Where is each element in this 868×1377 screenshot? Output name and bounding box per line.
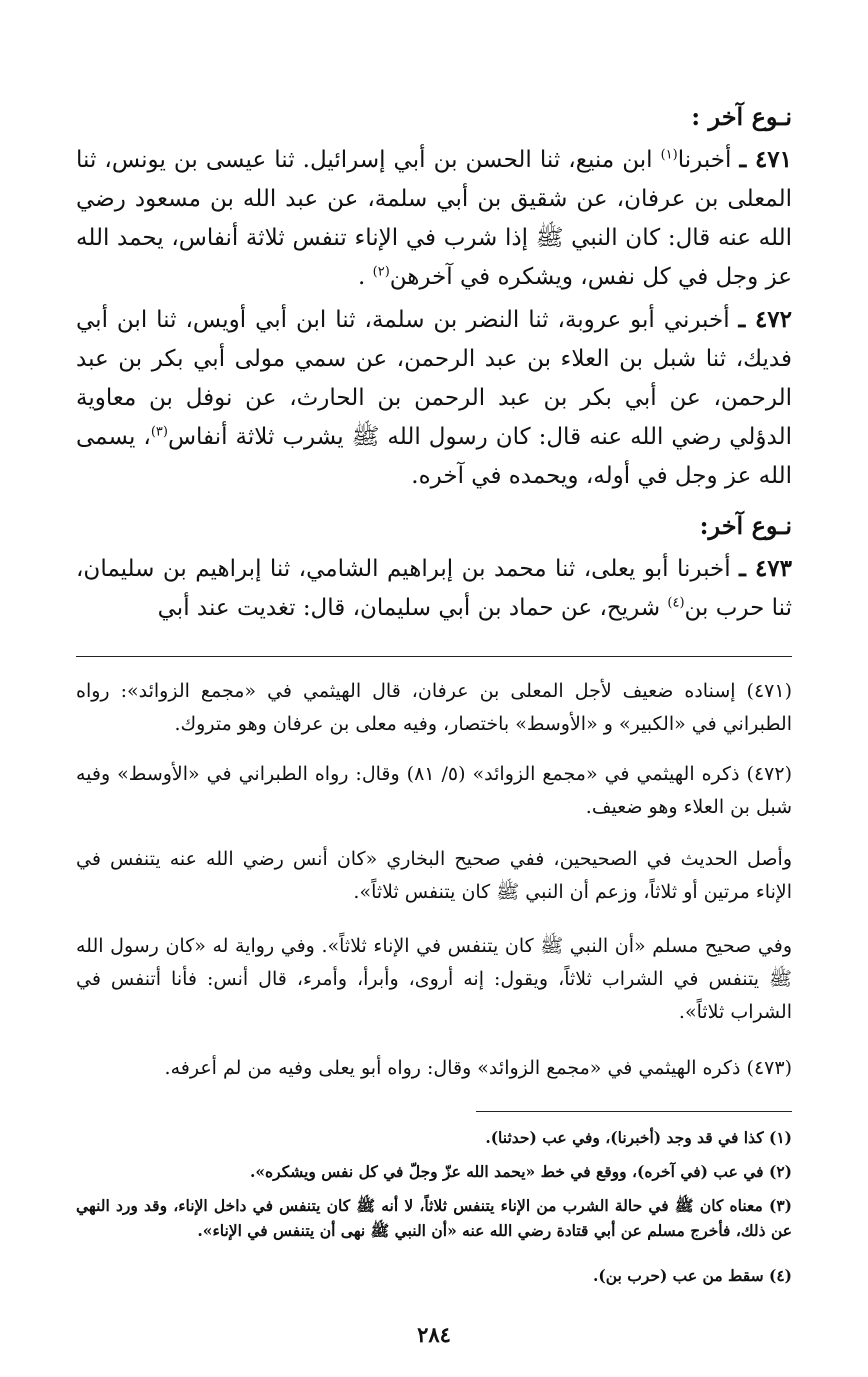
hadith-473-text-a: أخبرنا أبو يعلى، ثنا محمد بن إبراهيم الشامي، ثنا إبراهيم بن سليمان، ثنا حرب بن	[76, 556, 792, 621]
footnote-4: (٤) سقط من عب (حرب بن).	[592, 1266, 792, 1285]
hadith-472	[76, 300, 792, 496]
footnote-2: (٢) في عب (في آخره)، ووقع في خط «يحمد الله عزّ وجلّ في كل نفس ويشكره».	[249, 1162, 792, 1181]
hadith-number-472: ٤٧٢ ـ	[738, 306, 792, 333]
footnote-ref-1: (١)	[660, 147, 678, 163]
page-number: ٢٨٤	[417, 1322, 451, 1347]
footnote-1: (١) كذا في قد وجد (أخبرنا)، وفي عب (حدثنا).	[485, 1128, 792, 1147]
commentary-472-p2: وأصل الحديث في الصحيحين، ففي صحيح البخاري «كان أنس رضي الله عنه يتنفس في الإناء مرتين أو ثلاثاً، وزعم أن النبي ﷺ كان يتنفس ثلاثاً».	[76, 848, 793, 903]
commentary-471: (٤٧١) إسناده ضعيف لأجل المعلى بن عرفان، قال الهيثمي في «مجمع الزوائد»: رواه الطبراني في «الكبير» و «الأوسط» باختصار، وفيه معلى بن عرفان وهو متروك.	[76, 680, 792, 735]
footnote-ref-3: (٣)	[150, 424, 168, 440]
hadith-number-471: ٤٧١ ـ	[739, 146, 792, 173]
footnote-ref-2: (٢)	[372, 264, 390, 280]
hadith-number-473: ٤٧٣ ـ	[739, 555, 792, 582]
commentary-472-p3: وفي صحيح مسلم «أن النبي ﷺ كان يتنفس في الإناء ثلاثاً». وفي رواية له «كان رسول الله ﷺ يتنفس في الشراب ثلاثاً، ويقول: إنه أروى، وأبرأ، وأمرء، قال أنس: فأنا أتنفس في الشراب ثلاثاً».	[76, 935, 792, 1023]
section-heading-2: نـوع آخر:	[699, 511, 792, 540]
hadith-471-text-c: .	[358, 264, 366, 290]
hadith-473-text-b: شريح، عن حماد بن أبي سليمان، قال: تغديت عند أبي	[157, 595, 661, 621]
footnote-3: (٣) معناه كان ﷺ في حالة الشرب من الإناء يتنفس ثلاثاً، لا أنه ﷺ كان يتنفس في داخل الإناء، وقد ورد النهي عن ذلك، فأخرج مسلم عن أبي قتادة رضي الله عنه «أن النبي ﷺ نهى أن يتنفس في الإناء».	[76, 1196, 792, 1240]
hadith-472-text-a: أخبرني أبو عروبة، ثنا النضر بن سلمة، ثنا ابن أبي أويس، ثنا ابن أبي فديك، ثنا شبل بن العلاء بن عبد الرحمن، عن سمي مولى أبي بكر بن عبد الرحمن، عن أبي بكر بن عبد الرحمن بن الحارث، عن نوفل بن معاوية الدؤلي رضي الله عنه قال: كان رسول الله ﷺ يشرب ثلاثة أنفاس	[76, 307, 792, 450]
footnote-ref-4: (٤)	[667, 595, 685, 611]
hadith-472-text-b: ، يسمى الله عز وجل في أوله، ويحمده في آخره.	[76, 424, 792, 489]
hadith-471	[76, 140, 792, 297]
commentary-472: (٤٧٢) ذكره الهيثمي في «مجمع الزوائد» (٥/ ٨١) وقال: رواه الطبراني في «الأوسط» وفيه شبل بن العلاء وهو ضعيف.	[76, 763, 792, 818]
hadith-473	[76, 549, 792, 628]
section-heading-1: نـوع آخر :	[691, 102, 792, 131]
footnote-divider	[476, 1111, 792, 1112]
hadith-471-text-b: ابن منيع، ثنا الحسن بن أبي إسرائيل. ثنا عيسى بن يونس، ثنا المعلى بن عرفان، عن شقيق بن أبي سلمة، عن عبد الله بن مسعود رضي الله عنه قال: كان النبي ﷺ إذا شرب في الإناء تنفس ثلاثة أنفاس، يحمد الله عز وجل في كل نفس، ويشكره في آخرهن	[76, 147, 792, 290]
hadith-471-text-a: أخبرنا	[677, 147, 732, 173]
commentary-473: (٤٧٣) ذكره الهيثمي في «مجمع الزوائد» وقال: رواه أبو يعلى وفيه من لم أعرفه.	[164, 1057, 792, 1079]
commentary-divider	[76, 656, 792, 657]
